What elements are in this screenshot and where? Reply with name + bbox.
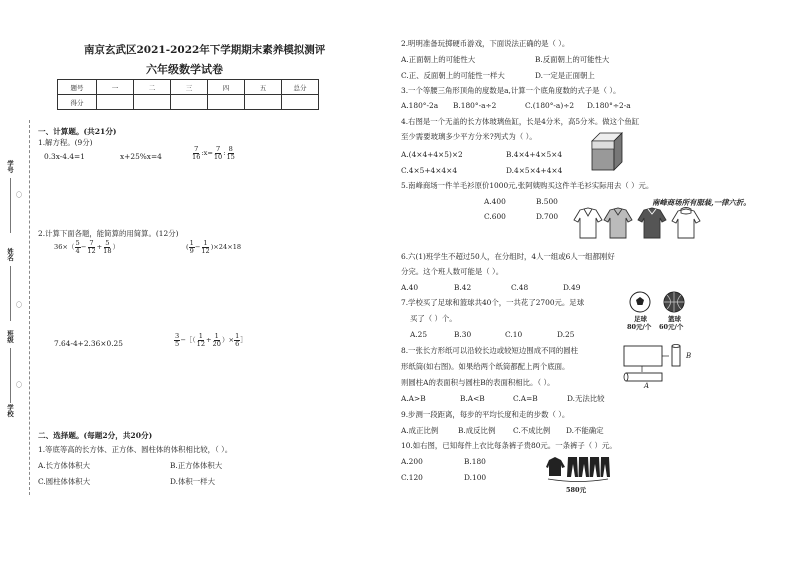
q3-option-b[interactable]: B.180°-a÷2 — [453, 101, 497, 110]
q8-question-line2: 形纸筒(如右图)。如果给两个纸筒都配上两个底面。 — [401, 362, 570, 371]
q4-option-c[interactable]: C.4×5+4×4×4 — [401, 166, 458, 175]
q5-question: 5.南峰商场一件羊毛衫原价1000元,张阿姨购买这件羊毛衫实际用去（ ）元。 — [401, 181, 654, 190]
q2-question: 2.明明准备玩掷硬币游戏，下面说法正确的是（ ）。 — [401, 39, 570, 48]
q9-question: 9.步测一段距离，每步的平均长度和走的步数（ ）。 — [401, 410, 570, 419]
q10-option-b[interactable]: B.180 — [464, 457, 486, 466]
q7-option-b[interactable]: B.30 — [454, 330, 472, 339]
q8-option-a[interactable]: A.A>B — [401, 394, 426, 403]
q5-option-d[interactable]: D.700 — [536, 212, 559, 221]
equation-3: $\frac{7}{16}$ :x= $\frac{7}{10}$ : $\frac{8}{15}$ — [192, 145, 235, 161]
equation-1: 0.3x-4.4=1 — [44, 152, 85, 161]
score-header-cell: 五 — [245, 80, 282, 95]
mc1-option-a[interactable]: A.长方体体积大 — [38, 461, 91, 470]
score-input-cell[interactable] — [245, 95, 282, 110]
score-table-score-row — [58, 95, 319, 110]
score-header-cell: 题号 — [58, 80, 97, 95]
score-header-cell: 总分 — [282, 80, 319, 95]
section-1-heading: 一、计算题。(共21分) — [38, 127, 117, 136]
q9-option-d[interactable]: D.不能确定 — [566, 426, 604, 435]
mc1-option-c[interactable]: C.圆柱体体积大 — [38, 477, 91, 486]
score-header-cell: 三 — [171, 80, 208, 95]
q2-option-a[interactable]: A.正面朝上的可能性大 — [401, 55, 476, 64]
q4-option-b[interactable]: B.4×4+4×5×4 — [506, 150, 563, 159]
margin-label-student-id: 学号 — [6, 160, 14, 173]
q4-question-line2: 至少需要玻璃多少平方分米?列式为（ ）。 — [401, 132, 537, 141]
q6-option-b[interactable]: B.42 — [454, 283, 472, 292]
score-header-cell: 一 — [97, 80, 134, 95]
q10-option-c[interactable]: C.120 — [401, 473, 423, 482]
q10-option-d[interactable]: D.100 — [464, 473, 487, 482]
q10-total-price: 580元 — [566, 486, 587, 494]
q8-option-b[interactable]: B.A<B — [460, 394, 485, 403]
clothes-figure — [546, 454, 610, 484]
exam-title: 南京玄武区2021-2022年下学期期末素养模拟测评 — [84, 44, 326, 56]
margin-write-line — [10, 348, 11, 403]
margin-mark: 〇 — [16, 382, 23, 389]
q10-option-a[interactable]: A.200 — [401, 457, 423, 466]
margin-label-class: 班级 — [6, 330, 14, 343]
sweater-images — [572, 206, 702, 240]
q9-option-a[interactable]: A.成正比例 — [401, 426, 439, 435]
mc1-question: 1.等底等高的长方体、正方体、圆柱体的体积相比较，（ ）。 — [38, 445, 233, 454]
cylinder-figure — [622, 342, 684, 388]
margin-write-line — [10, 266, 11, 321]
margin-mark: 〇 — [16, 302, 23, 309]
score-input-cell[interactable] — [282, 95, 319, 110]
football-price: 80元/个 — [627, 323, 652, 331]
q3-option-a[interactable]: A.180°-2a — [401, 101, 439, 110]
q9-option-c[interactable]: C.不成比例 — [513, 426, 551, 435]
q4-question-line1: 4.右图是一个无盖的长方体玻璃鱼缸，长是4分米，高5分米。做这个鱼缸 — [401, 117, 640, 126]
q6-question-line2: 分完。这个班人数可能是（ ）。 — [401, 267, 504, 276]
calc-expression-3: 7.64-4+2.36×0.25 — [54, 339, 123, 348]
score-header-cell: 二 — [134, 80, 171, 95]
cylinder-a-label: A — [644, 382, 650, 390]
score-table — [57, 79, 319, 110]
q6-option-d[interactable]: D.49 — [563, 283, 581, 292]
q7-question-line1: 7.学校买了足球和篮球共40个，一共花了2700元。足球 — [401, 298, 585, 307]
q6-option-a[interactable]: A.40 — [401, 283, 419, 292]
equation-2: x+25%x=4 — [120, 152, 162, 161]
q4-option-d[interactable]: D.4×5×4+4×4 — [506, 166, 563, 175]
q2-option-c[interactable]: C.正、反面朝上的可能性一样大 — [401, 71, 505, 80]
q2-option-b[interactable]: B.反面朝上的可能性大 — [535, 55, 610, 64]
q5-sale-note: 南峰商场所有服装,一律六折。 — [652, 198, 751, 207]
section-2-heading: 二、选择题。(每题2分，共20分) — [38, 431, 153, 440]
q3-option-c[interactable]: C.(180°-a)÷2 — [525, 101, 575, 110]
fish-tank-figure — [590, 130, 624, 172]
basketball-price: 60元/个 — [659, 323, 684, 331]
score-header-cell: 四 — [208, 80, 245, 95]
basketball-label: 篮球 — [668, 315, 681, 323]
calc-expression-4: $\frac{3}{5}$ −［（ $\frac{1}{12}$ + $\frac{1}{20}$ ）× $\frac{1}{6}$ ］ — [175, 332, 247, 348]
q4-option-a[interactable]: A.(4×4+4×5)×2 — [401, 150, 463, 159]
binding-dashed-line — [29, 120, 30, 495]
exam-subtitle: 六年级数学试卷 — [146, 63, 223, 76]
mc1-option-d[interactable]: D.体积一样大 — [170, 477, 215, 486]
q8-option-c[interactable]: C.A=B — [513, 394, 538, 403]
balls-figure — [628, 290, 690, 314]
mc1-option-b[interactable]: B.正方体体积大 — [170, 461, 223, 470]
q8-question-line3: 则圆柱A的表面积与圆柱B的表面积相比。（ ）。 — [401, 378, 555, 387]
q2-instruction: 2.计算下面各题，能简算的用简算。(12分) — [38, 229, 179, 238]
q6-option-c[interactable]: C.48 — [511, 283, 529, 292]
q7-option-a[interactable]: A.25 — [410, 330, 428, 339]
margin-mark: 〇 — [16, 192, 23, 199]
q7-option-c[interactable]: C.10 — [505, 330, 523, 339]
score-input-cell[interactable] — [171, 95, 208, 110]
calc-expression-1: 36×（ $\frac{5}{4}$ − $\frac{7}{12}$ + $\frac{5}{18}$ ） — [54, 239, 120, 255]
calc-expression-2: ( $\frac{1}{9}$ − $\frac{1}{12}$ )×24×18 — [186, 239, 242, 255]
q5-option-a[interactable]: A.400 — [484, 197, 506, 206]
score-input-cell[interactable] — [134, 95, 171, 110]
q6-question-line1: 6.六(1)班学生不超过50人，在分组时，4人一组或6人一组都刚好 — [401, 252, 615, 261]
score-row-label: 得分 — [58, 95, 97, 110]
q9-option-b[interactable]: B.成反比例 — [458, 426, 496, 435]
q7-question-line2: 买了（ ）个。 — [410, 314, 457, 323]
q7-option-d[interactable]: D.25 — [557, 330, 575, 339]
q10-question: 10.如右图，已知每件上衣比每条裤子贵80元。一条裤子（ ）元。 — [401, 441, 617, 450]
margin-write-line — [10, 178, 11, 233]
score-table-header-row — [58, 80, 319, 95]
q3-question: 3.一个等腰三角形顶角的度数是a,计算一个底角度数的式子是（ ）。 — [401, 86, 621, 95]
q8-option-d[interactable]: D.无法比较 — [567, 394, 605, 403]
score-input-cell[interactable] — [208, 95, 245, 110]
margin-label-name: 姓名 — [6, 248, 14, 261]
q5-option-c[interactable]: C.600 — [484, 212, 506, 221]
q8-question-line1: 8.一张长方形纸可以沿较长边或较短边围成不同的圆柱 — [401, 346, 579, 355]
football-label: 足球 — [634, 315, 647, 323]
q5-option-b[interactable]: B.500 — [536, 197, 558, 206]
score-input-cell[interactable] — [97, 95, 134, 110]
q3-option-d[interactable]: D.180°÷2-a — [587, 101, 631, 110]
q2-option-d[interactable]: D.一定是正面朝上 — [535, 71, 595, 80]
margin-label-school: 学校 — [6, 404, 14, 417]
cylinder-b-label: B — [686, 352, 692, 360]
q1-instruction: 1.解方程。(9分) — [38, 138, 93, 147]
